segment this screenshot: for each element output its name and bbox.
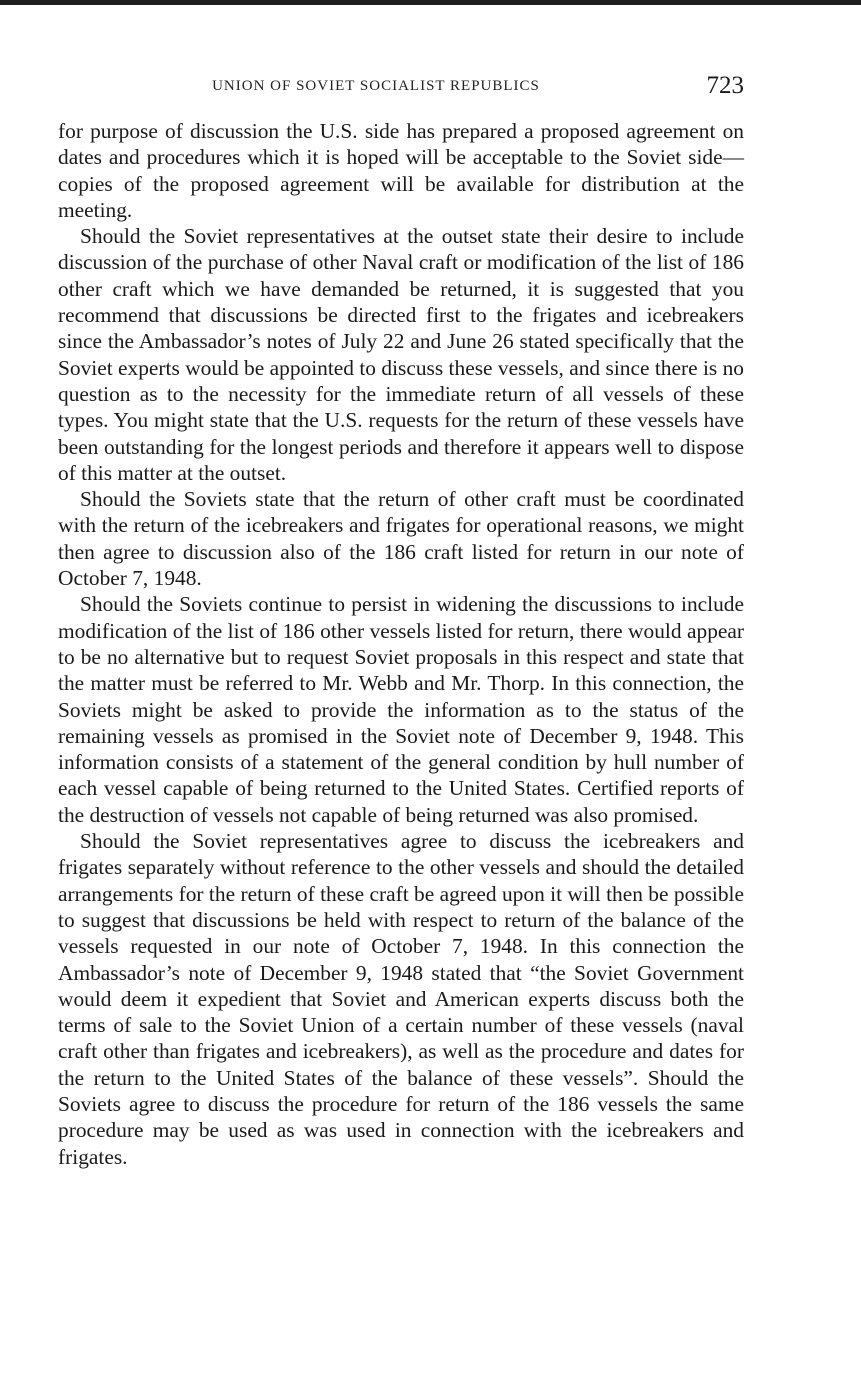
running-title: UNION OF SOVIET SOCIALIST REPUBLICS [212, 78, 540, 94]
paragraph: Should the Soviet representatives at the outset state their desire to include discussion of the purchase of other Naval craft or modification of the list of 186 other craft which we have demanded be returned, it is suggested that you recommend that discussions be directed first to the frigates and icebreakers since the Ambassador’s notes of July 22 and June 26 stated specifically that the Soviet experts would be appointed to discuss these vessels, and since there is no question as to the necessity for the immediate return of all vessels of these types. You might state that the U.S. requests for the return of these vessels have been outstanding for the longest periods and therefore it appears well to dispose of this matter at the outset. [58, 224, 744, 485]
page-number: 723 [706, 72, 744, 99]
paragraph: Should the Soviets continue to persist in widening the discussions to include modification of the list of 186 other vessels listed for return, there would appear to be no alternative but to request Soviet proposals in this respect and state that the matter must be referred to Mr. Webb and Mr. Thorp. In this connection, the Soviets might be asked to provide the information as to the status of the remaining vessels as promised in the Soviet note of December 9, 1948. This information consists of a statement of the general condition by hull number of each vessel capable of being returned to the United States. Certified reports of the destruction of vessels not capable of being returned was also promised. [58, 592, 744, 827]
paragraph-continuation: for purpose of discussion the U.S. side has prepared a proposed agreement on dates and procedures which it is hoped will be acceptable to the Soviet side—copies of the proposed agreement will be available for distribution at the meeting. [58, 119, 744, 222]
top-border-rule [0, 0, 861, 5]
paragraph: Should the Soviets state that the return of other craft must be coordinated with the return of the icebreakers and frigates for operational reasons, we might then agree to discussion also of the 186 craft listed for return in our note of October 7, 1948. [58, 487, 744, 591]
paragraph: Should the Soviet representatives agree to discuss the icebreakers and frigates separately without reference to the other vessels and should the detailed arrangements for the return of these craft be agreed upon it will then be possible to suggest that discussions be held with respect to return of the balance of the vessels requested in our note of October 7, 1948. In this connection the Ambassador’s note of December 9, 1948 stated that “the Soviet Government would deem it expedient that Soviet and American experts discuss both the terms of sale to the Soviet Union of a certain number of these vessels (naval craft other than frigates and icebreakers), as well as the procedure and dates for the return to the United States of the balance of these vessels”. Should the Soviets agree to discuss the procedure for return of the 186 vessels the same procedure may be used as was used in connection with the icebreakers and frigates. [58, 829, 744, 1169]
running-header [58, 70, 744, 104]
document-body [58, 118, 744, 1170]
